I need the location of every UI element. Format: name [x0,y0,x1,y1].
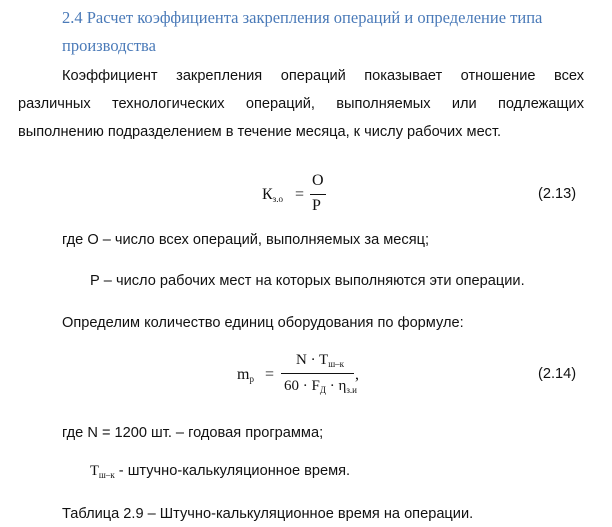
eq2-comma: , [355,366,359,383]
intro-line: Определим количество единиц оборудования по формуле: [62,315,464,331]
eq1-number: (2.13) [538,186,577,202]
eq1-equals: = [295,186,305,203]
eq2-equals: = [265,366,275,383]
section-heading-line-1: 2.4 Расчет коэффициента закрепления операций и определение типа [62,8,543,27]
eq1-lhs: $К_{з.о}$ [262,186,283,204]
eq2-lhs: $m_р$ [237,366,254,384]
eq2-denominator: $60 \cdot F_Д \cdot \eta_{з.и}$ [284,378,357,395]
tshk-symbol: $T_{ш-к}$ [90,463,115,480]
paragraph-line-3: выполнению подразделением в течение месяца, к числу рабочих мест. [18,124,502,140]
where-line-2: Р – число рабочих мест на которых выполняются эти операции. [90,273,525,289]
table-caption: Таблица 2.9 – Штучно-калькуляционное время на операции. [62,506,474,522]
paragraph-line-1: Коэффициент закрепления операций показывает отношение всех [62,68,584,84]
paragraph-line-2: различных технологических операций, выполняемых или подлежащих [18,96,584,112]
eq1-denominator: Р [312,197,321,214]
where-line-4 [90,463,350,480]
section-heading-line-2: производства [62,36,156,55]
paragraph-definition [18,62,584,146]
eq2-fraction-bar [281,373,354,374]
eq1-numerator: О [312,172,324,189]
eq2-number: (2.14) [538,366,577,382]
where-line-1: где О – число всех операций, выполняемых за месяц; [62,232,430,248]
tshk-description: - штучно-калькуляционное время. [114,463,351,479]
where-line-3: где N = 1200 шт. – годовая программа; [62,425,324,441]
eq1-fraction-bar [310,194,326,195]
eq2-numerator: $N \cdot T_{ш-к}$ [296,352,345,369]
